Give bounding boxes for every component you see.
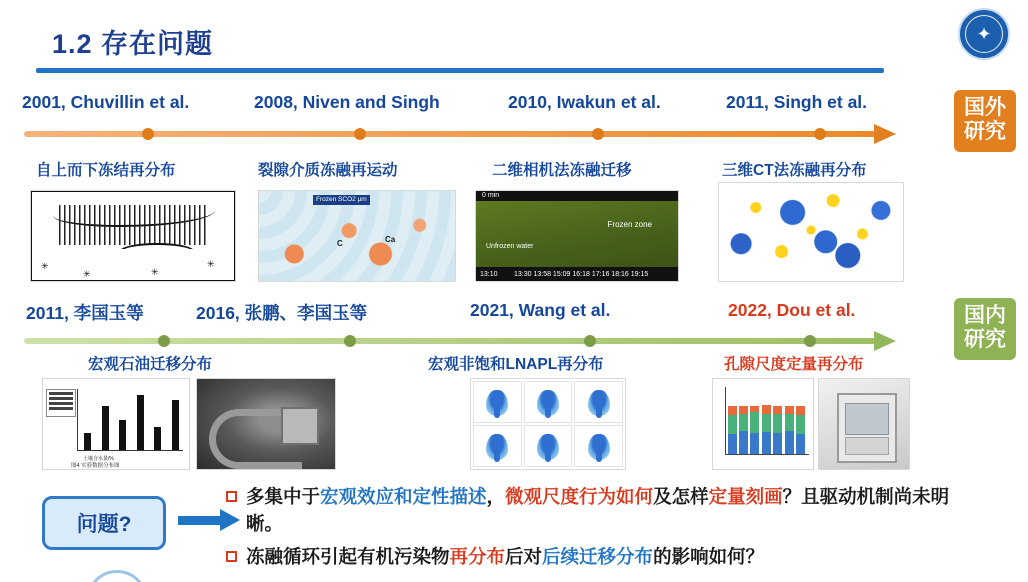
title-divider	[36, 68, 884, 73]
figure-stacked-bar	[739, 387, 748, 454]
figure-speck: ✳	[207, 259, 215, 269]
figure-control-box	[281, 407, 319, 445]
bullet-text-segment: 多集中于	[246, 486, 321, 507]
figure-instrument-door	[845, 403, 889, 435]
bullet-text-segment: ？且驱动机制尚未明晰。	[246, 486, 950, 534]
question-pill	[42, 496, 166, 550]
timeline-dot	[158, 335, 170, 347]
figure-panel	[574, 381, 623, 423]
caption-domestic-3: 孔隙尺度定量再分布	[724, 356, 864, 373]
year-label-domestic-1: 2011, 李国玉等	[26, 303, 144, 323]
page-title: 1.2 存在问题	[52, 29, 214, 59]
figure-plume-stem	[494, 406, 500, 418]
figure-scale-tag-text: Frozen SCO2 μm	[316, 196, 367, 203]
year-label-domestic-4: 2022, Dou et al.	[728, 300, 856, 320]
figure-ccd-timeseries	[475, 190, 679, 282]
figure-stacked-segment	[728, 406, 737, 415]
figure-bar	[137, 395, 144, 450]
caption-domestic-1: 宏观石油迁移分布	[88, 356, 213, 373]
bullet-text-segment: 宏观效应和定性描述	[320, 486, 487, 507]
figure-pore-network	[719, 183, 903, 281]
side-tag-domestic-line2: 研究	[964, 328, 1006, 352]
question-bullet-2	[226, 544, 966, 571]
figure-bar-plot-area	[77, 389, 183, 451]
caption-abroad-4: 三维CT法冻融再分布	[722, 162, 867, 179]
side-tag-abroad-line2: 研究	[964, 120, 1006, 144]
figure-bar	[119, 420, 126, 451]
decorative-circle	[86, 570, 148, 582]
figure-plume-stem	[545, 406, 551, 418]
bullet-text-segment: 定量刻画	[708, 486, 783, 507]
year-label-abroad-1: 2001, Chuvillin et al.	[22, 92, 190, 112]
figure-stacked-segment	[773, 414, 782, 433]
question-bullet-1	[226, 484, 966, 538]
figure-stacked-segment	[750, 406, 759, 413]
figure-panel-grid	[471, 379, 625, 469]
figure-plume-stem	[596, 450, 602, 462]
figure-stacked-bar	[750, 387, 759, 454]
figure-stacked-segment	[750, 412, 759, 432]
bullet-text-segment: 冻融循环引起有机污染物	[246, 546, 450, 567]
figure-panel	[574, 425, 623, 467]
bullet-text-segment: 的影响如何？	[653, 546, 765, 567]
question-arrow-bar	[178, 516, 222, 525]
figure-stacked-bar	[728, 387, 737, 454]
figure-lnapl-panels	[470, 378, 626, 470]
question-pill-label: 问题?	[76, 513, 132, 536]
figure-stacked-segment	[750, 433, 759, 454]
figure-plume-stem	[596, 406, 602, 418]
side-tag-domestic-line1: 国内	[964, 304, 1006, 327]
bullet-text-segment: ，	[486, 486, 506, 507]
figure-stacked-segment	[785, 414, 794, 431]
figure-top-bar	[476, 191, 678, 201]
figure-stacked-bar-chart	[712, 378, 814, 470]
figure-unfrozen-water-label: Unfrozen water	[486, 243, 534, 250]
figure-fissure-media-photo	[258, 190, 456, 282]
logo-glyph: ✦	[976, 23, 992, 44]
side-tag-domestic	[954, 298, 1016, 360]
timeline-arrowhead-domestic	[874, 331, 896, 351]
figure-legend-swatch	[49, 407, 73, 410]
figure-frame	[31, 191, 235, 281]
timeline-dot	[142, 128, 154, 140]
figure-panel	[524, 425, 573, 467]
figure-stacked-segment	[739, 414, 748, 431]
figure-label-ca: Ca	[385, 235, 396, 244]
timeline-arrow-abroad	[24, 127, 914, 141]
figure-panel	[524, 381, 573, 423]
figure-bar-chart	[42, 378, 190, 470]
figure-speck: ✳	[41, 261, 49, 271]
year-label-domestic-2: 2016, 张鹏、李国玉等	[196, 303, 368, 323]
figure-time-left: 0 min	[482, 192, 500, 199]
figure-stacked-segment	[785, 406, 794, 414]
figure-stacked-segment	[739, 431, 748, 454]
figure-stacked-segment	[773, 433, 782, 454]
figure-caption-title: 图4 实验数据分布图	[71, 463, 120, 469]
caption-abroad-1: 自上而下冻结再分布	[36, 162, 176, 179]
figure-instrument-cabinet	[837, 393, 897, 463]
figure-legend-box	[46, 389, 76, 417]
figure-x-axis-label: 土壤含水量/%	[83, 456, 114, 462]
figure-stacked-bar	[773, 387, 782, 454]
timeline-dot	[354, 128, 366, 140]
figure-stacked-segment	[796, 434, 805, 454]
timeline-arrow-domestic	[24, 334, 914, 348]
year-label-domestic-3: 2021, Wang et al.	[470, 300, 611, 320]
figure-scale-tag	[313, 195, 370, 205]
figure-stacked-segment	[762, 405, 771, 414]
bullet-text-segment: 微观尺度行为如何	[505, 486, 654, 507]
university-logo-icon	[958, 8, 1010, 60]
figure-bar	[154, 427, 161, 450]
figure-legend-swatch	[49, 402, 73, 405]
figure-plume-stem	[494, 450, 500, 462]
figure-lab-apparatus-photo	[196, 378, 336, 470]
caption-abroad-3: 二维相机法冻融迁移	[492, 162, 632, 179]
figure-soil-column	[476, 201, 678, 267]
timeline-bar-domestic	[24, 338, 876, 344]
figure-stacked-segment	[796, 415, 805, 434]
figure-bar	[84, 433, 91, 450]
figure-time-bottom-series: 13:30 13:58 15:09 16:18 17:16 18:16 19:15	[514, 271, 649, 278]
bullet-text-segment: 后续迁移分布	[542, 546, 654, 567]
figure-stacked-bar	[796, 387, 805, 454]
year-label-abroad-2: 2008, Niven and Singh	[254, 92, 440, 112]
caption-abroad-2: 裂隙介质冻融再运动	[258, 162, 398, 179]
figure-frozen-front-schematic	[30, 190, 236, 282]
side-tag-abroad-line1: 国外	[964, 96, 1006, 119]
question-bullet-2-text	[246, 544, 764, 571]
figure-bar	[102, 406, 109, 450]
figure-label-c: C	[337, 239, 343, 248]
timeline-dot	[592, 128, 604, 140]
figure-instrument-photo	[818, 378, 910, 470]
question-bullet-1-text	[246, 484, 966, 538]
figure-time-bottom-left: 13:10	[480, 271, 498, 278]
bullet-square-icon	[226, 491, 237, 502]
figure-speck: ✳	[83, 269, 91, 279]
figure-stacked-bar	[785, 387, 794, 454]
figure-speck: ✳	[151, 267, 159, 277]
year-label-abroad-3: 2010, Iwakun et al.	[508, 92, 661, 112]
caption-domestic-2: 宏观非饱和LNAPL再分布	[428, 356, 604, 373]
timeline-dot	[814, 128, 826, 140]
figure-panel	[473, 425, 522, 467]
figure-bar	[172, 400, 179, 450]
figure-stacked-segment	[728, 434, 737, 454]
figure-3d-ct-rendering	[718, 182, 904, 282]
figure-panel	[473, 381, 522, 423]
figure-stacked-segment	[762, 432, 771, 454]
figure-stacked-segment	[739, 406, 748, 414]
timeline-dot	[344, 335, 356, 347]
bullet-text-segment: 后对	[505, 546, 543, 567]
figure-stacked-segment	[728, 415, 737, 434]
figure-stacked-segment	[773, 406, 782, 413]
figure-legend-swatch	[49, 392, 73, 395]
year-label-abroad-4: 2011, Singh et al.	[726, 92, 868, 112]
figure-stacked-segment	[785, 431, 794, 454]
bullet-square-icon	[226, 551, 237, 562]
figure-plume-stem	[545, 450, 551, 462]
figure-stacked-bar	[762, 387, 771, 454]
bullet-text-segment: 再分布	[449, 546, 506, 567]
figure-legend-swatch	[49, 397, 73, 400]
timeline-dot	[804, 335, 816, 347]
figure-frozen-zone-label: Frozen zone	[607, 220, 652, 229]
side-tag-abroad	[954, 90, 1016, 152]
timeline-dot	[584, 335, 596, 347]
figure-stacked-segment	[796, 406, 805, 415]
figure-stacked-plot-area	[725, 387, 809, 455]
figure-stacked-segment	[762, 414, 771, 432]
figure-instrument-panel	[845, 437, 889, 455]
timeline-arrowhead-abroad	[874, 124, 896, 144]
bullet-text-segment: 及怎样	[653, 486, 709, 507]
